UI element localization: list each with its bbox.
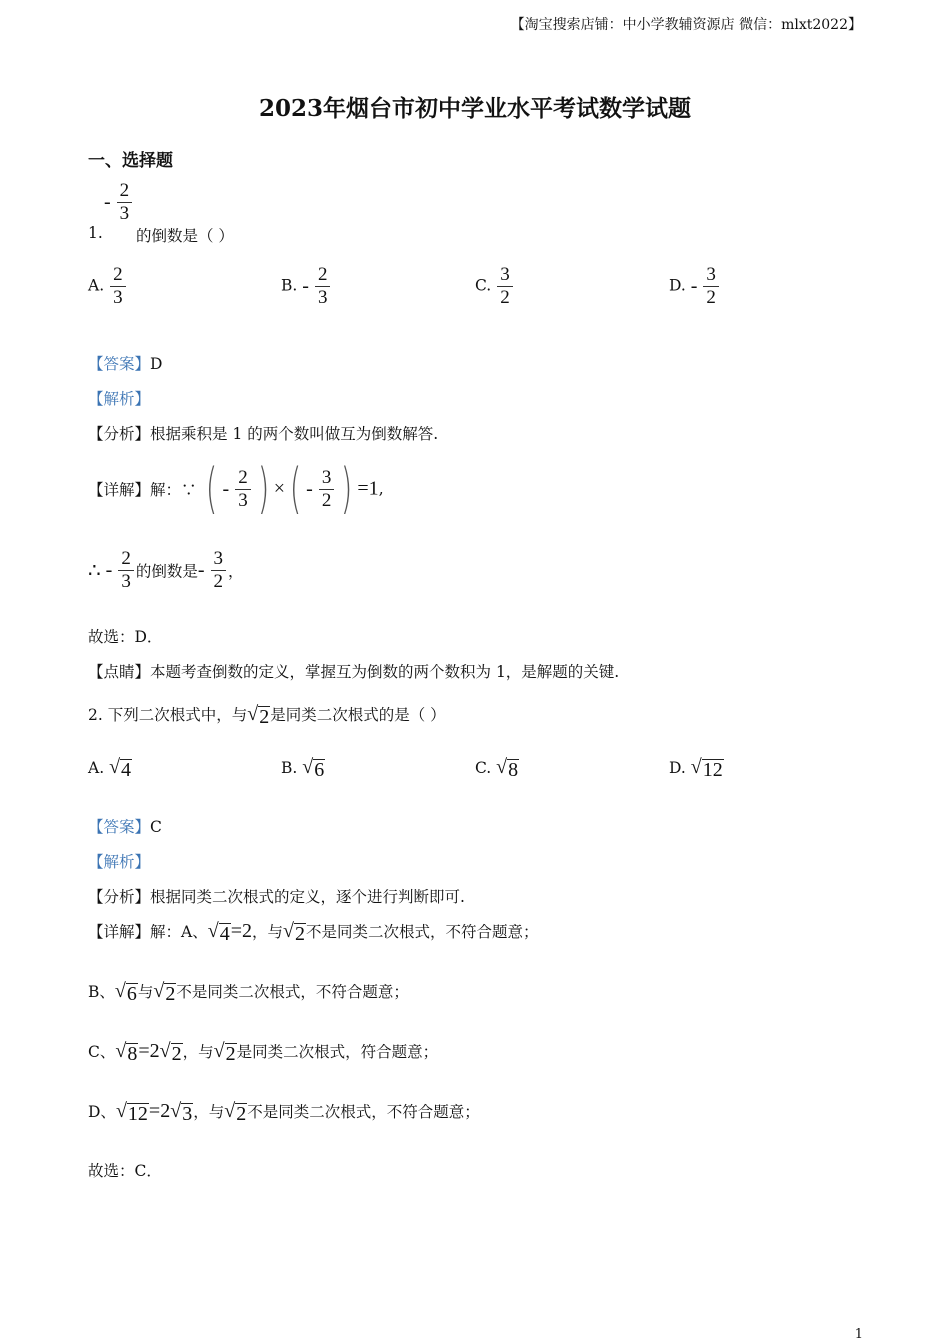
page-number: 1 xyxy=(854,1327,863,1342)
q1-analysis-tag: 【解析】 xyxy=(88,390,151,408)
q1-stem-text: 的倒数是（ ） xyxy=(136,227,234,245)
q2-detail-c: C、 √ 8 =2 √ 2 ，与 √ 2 是同类二次根式，符合题意； xyxy=(88,1040,439,1065)
q2-stem: 2. 下列二次根式中，与 √ 2 是同类二次根式的是（ ） xyxy=(88,703,446,728)
q1-option-b: B. - $\frac{2}{3}$ xyxy=(281,264,332,309)
q2-option-c: C. √ 8 xyxy=(475,756,519,781)
q1-option-d: D. - $\frac{3}{2}$ xyxy=(669,264,721,309)
page-title: 2023年烟台市初中学业水平考试数学试题 xyxy=(258,95,691,122)
q1-answer: 【答案】D xyxy=(88,355,163,373)
q1-therefore: ∴ - $\frac{2}{3}$ 的倒数是- $\frac{3}{2}$ ， xyxy=(88,548,244,592)
q2-option-b: B. √ 6 xyxy=(281,756,325,781)
q1-option-c: C. $\frac{3}{2}$ xyxy=(475,264,515,309)
q2-choice: 故选：C． xyxy=(88,1162,162,1180)
q2-analysis-tag: 【解析】 xyxy=(88,853,151,871)
q2-detail-d: D、 √ 12 =2 √ 3 ，与 √ 2 不是同类二次根式，不符合题意； xyxy=(88,1100,480,1125)
header-note: 【淘宝搜索店铺：中小学教辅资源店 微信：mlxt2022】 xyxy=(510,17,862,33)
q2-fenxi: 【分析】根据同类二次根式的定义，逐个进行判断即可. xyxy=(88,888,465,906)
q2-detail-b: B、 √ 6 与 √ 2 不是同类二次根式，不符合题意； xyxy=(88,980,409,1005)
q2-detail-a: 【详解】解：A、 √ 4 =2，与 √ 2 不是同类二次根式，不符合题意； xyxy=(88,920,539,945)
q1-fenxi: 【分析】根据乘积是 1 的两个数叫做互为倒数解答. xyxy=(88,425,439,443)
section-heading: 一、选择题 xyxy=(88,151,173,171)
q1-detail: 【详解】解：∵ ( - $\frac{2}{3}$ ) ×( - $\frac{3}{2}$ ) =1, xyxy=(88,457,384,520)
q1-option-a: A. $\frac{2}{3}$ xyxy=(88,264,128,309)
q1-dianjing: 【点睛】本题考查倒数的定义，掌握互为倒数的两个数积为 1，是解题的关键. xyxy=(88,663,620,681)
q2-option-d: D. √ 12 xyxy=(669,756,723,781)
q1-number: 1. xyxy=(88,224,103,242)
q1-stem-fraction: - $\frac{2}{3}$ xyxy=(104,180,134,225)
q2-option-a: A. √ 4 xyxy=(88,756,132,781)
q1-choice: 故选：D． xyxy=(88,628,163,646)
q2-answer: 【答案】C xyxy=(88,818,162,836)
